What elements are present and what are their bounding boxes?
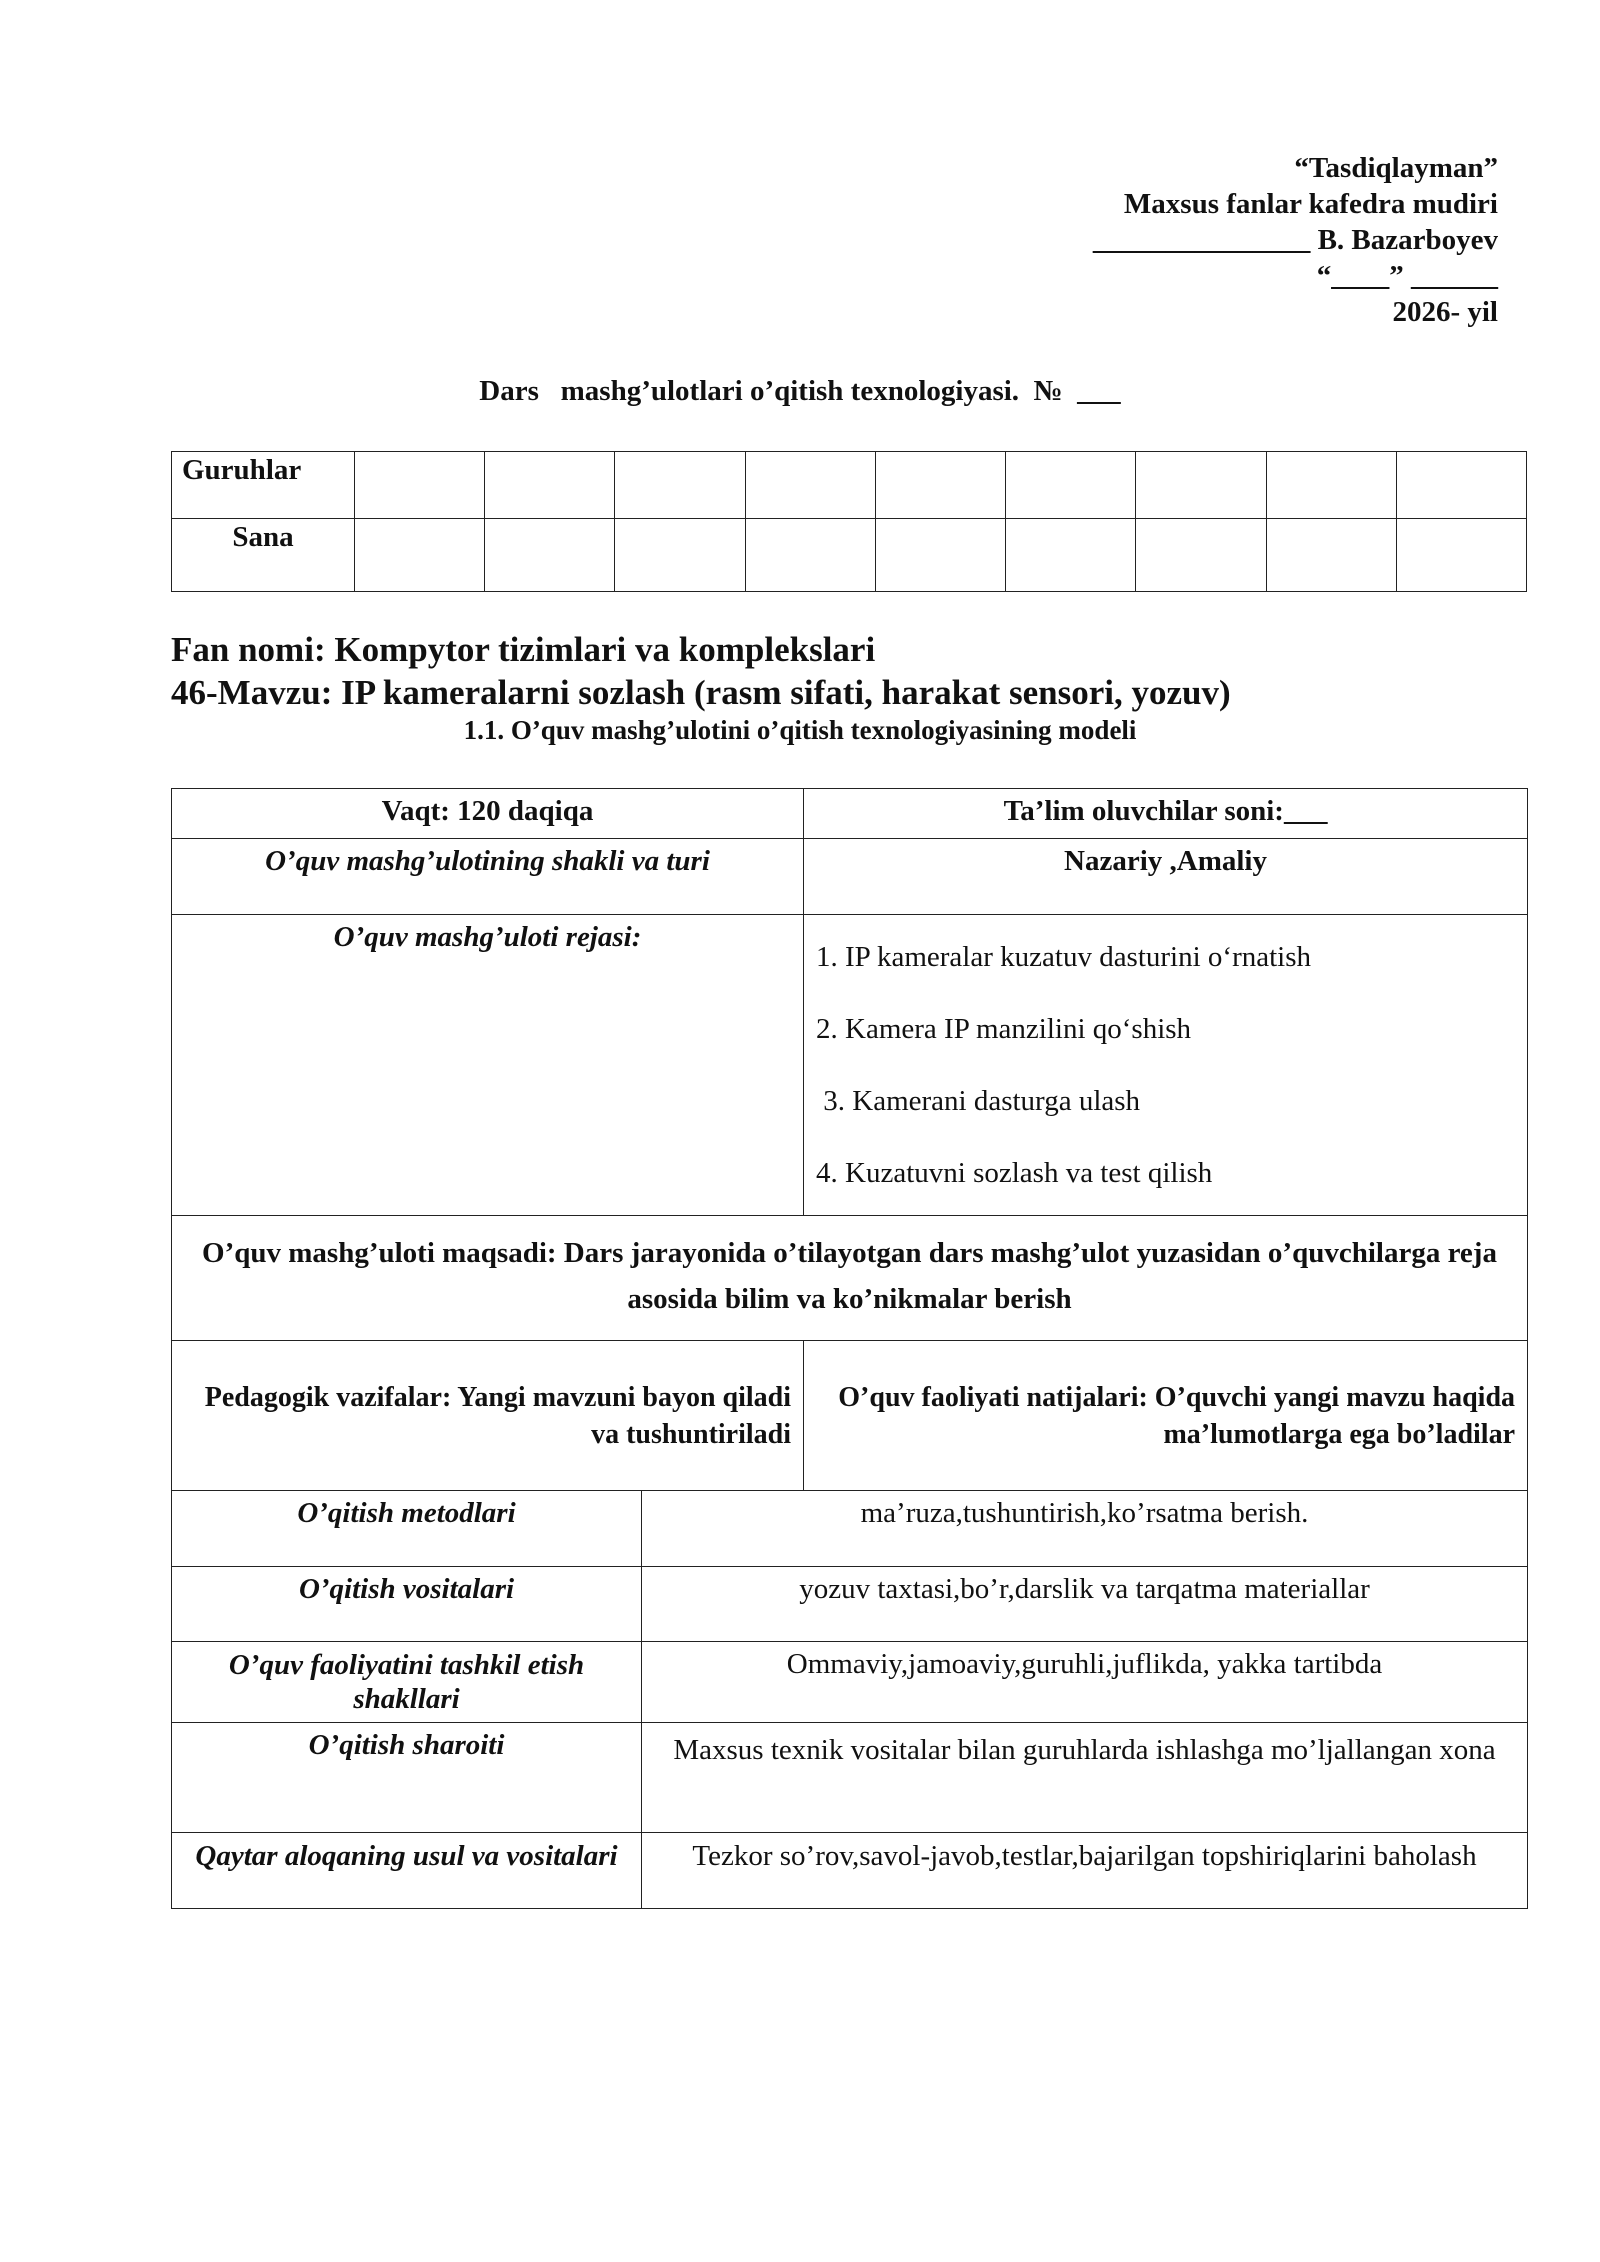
row-value: Maxsus texnik vositalar bilan guruhlarda ishlashga mo’ljallangan xona — [642, 1723, 1528, 1833]
groups-cell[interactable] — [1266, 452, 1396, 519]
approval-line: “Tasdiqlayman” — [1294, 152, 1498, 184]
approval-block — [798, 150, 1498, 330]
groups-cell[interactable] — [745, 452, 875, 519]
lesson-model-table — [171, 788, 1528, 1909]
learning-results: O’quv faoliyati natijalari: O’quvchi yangi mavzu haqida ma’lumotlarga ega bo’ladilar — [804, 1341, 1528, 1491]
row-label: O’qitish vositalari — [172, 1567, 642, 1642]
date-cell[interactable] — [355, 519, 485, 592]
row-value: Ommaviy,jamoaviy,guruhli,juflikda, yakka tartibda — [642, 1642, 1528, 1723]
plan-item: 3. Kamerani dasturga ulash — [816, 1085, 1141, 1117]
plan-item: 2. Kamera IP manzilini qoʻshish — [816, 1013, 1192, 1045]
row-label: O’qitish sharoiti — [172, 1723, 642, 1833]
date-cell[interactable] — [615, 519, 745, 592]
row-value: ma’ruza,tushuntirish,ko’rsatma berish. — [642, 1491, 1528, 1567]
date-cell[interactable] — [1136, 519, 1266, 592]
date-cell[interactable] — [875, 519, 1005, 592]
date-cell[interactable] — [1396, 519, 1526, 592]
form-value: Nazariy ,Amaliy — [804, 839, 1528, 915]
row-label: O’quv faoliyatini tashkil etish shakllari — [172, 1642, 642, 1723]
subject-heading — [171, 628, 1231, 714]
subject-name: Fan nomi: Kompytor tizimlari va komplekslari — [171, 630, 876, 669]
plan-label: O’quv mashg’uloti rejasi: — [172, 915, 804, 1216]
plan-item: 1. IP kameralar kuzatuv dasturini oʻrnatish — [816, 941, 1312, 973]
model-caption: 1.1. O’quv mashg’ulotini o’qitish texnologiyasining modeli — [463, 715, 1137, 745]
approval-signature: _______________ B. Bazarboyev — [1092, 224, 1498, 256]
pedagogic-tasks: Pedagogik vazifalar: Yangi mavzuni bayon qiladi va tushuntiriladi — [172, 1341, 804, 1491]
document-title: Dars mashg’ulotlari o’qitish texnologiyasi. № ___ — [479, 375, 1121, 407]
groups-cell[interactable] — [1396, 452, 1526, 519]
groups-cell[interactable] — [875, 452, 1005, 519]
groups-label: Guruhlar — [172, 452, 355, 519]
groups-cell[interactable] — [615, 452, 745, 519]
row-value: yozuv taxtasi,bo’r,darslik va tarqatma materiallar — [642, 1567, 1528, 1642]
groups-cell[interactable] — [1136, 452, 1266, 519]
approval-date: “____” ______ — [1316, 260, 1498, 292]
groups-cell[interactable] — [355, 452, 485, 519]
row-label: O’qitish metodlari — [172, 1491, 642, 1567]
topic-name: 46-Mavzu: IP kameralarni sozlash (rasm sifati, harakat sensori, yozuv) — [171, 673, 1231, 712]
groups-cell[interactable] — [485, 452, 615, 519]
approval-year: 2026- yil — [1392, 296, 1498, 328]
date-cell[interactable] — [485, 519, 615, 592]
date-cell[interactable] — [1266, 519, 1396, 592]
groups-cell[interactable] — [1006, 452, 1136, 519]
groups-table — [171, 451, 1527, 592]
date-label: Sana — [172, 519, 355, 592]
row-label: Qaytar aloqaning usul va vositalari — [172, 1833, 642, 1909]
date-cell[interactable] — [745, 519, 875, 592]
plan-list — [804, 915, 1528, 1216]
date-cell[interactable] — [1006, 519, 1136, 592]
row-value: Tezkor so’rov,savol-javob,testlar,bajarilgan topshiriqlarini baholash — [642, 1833, 1528, 1909]
time-cell: Vaqt: 120 daqiqa — [172, 789, 804, 839]
lesson-goal: O’quv mashg’uloti maqsadi: Dars jarayonida o’tilayotgan dars mashg’ulot yuzasidan o’quvchilarga reja asosida bilim va ko’nikmalar berish — [172, 1216, 1528, 1341]
students-cell: Ta’lim oluvchilar soni:___ — [804, 789, 1528, 839]
form-label: O’quv mashg’ulotining shakli va turi — [172, 839, 804, 915]
approval-position: Maxsus fanlar kafedra mudiri — [1123, 188, 1498, 220]
plan-item: 4. Kuzatuvni sozlash va test qilish — [816, 1157, 1213, 1189]
